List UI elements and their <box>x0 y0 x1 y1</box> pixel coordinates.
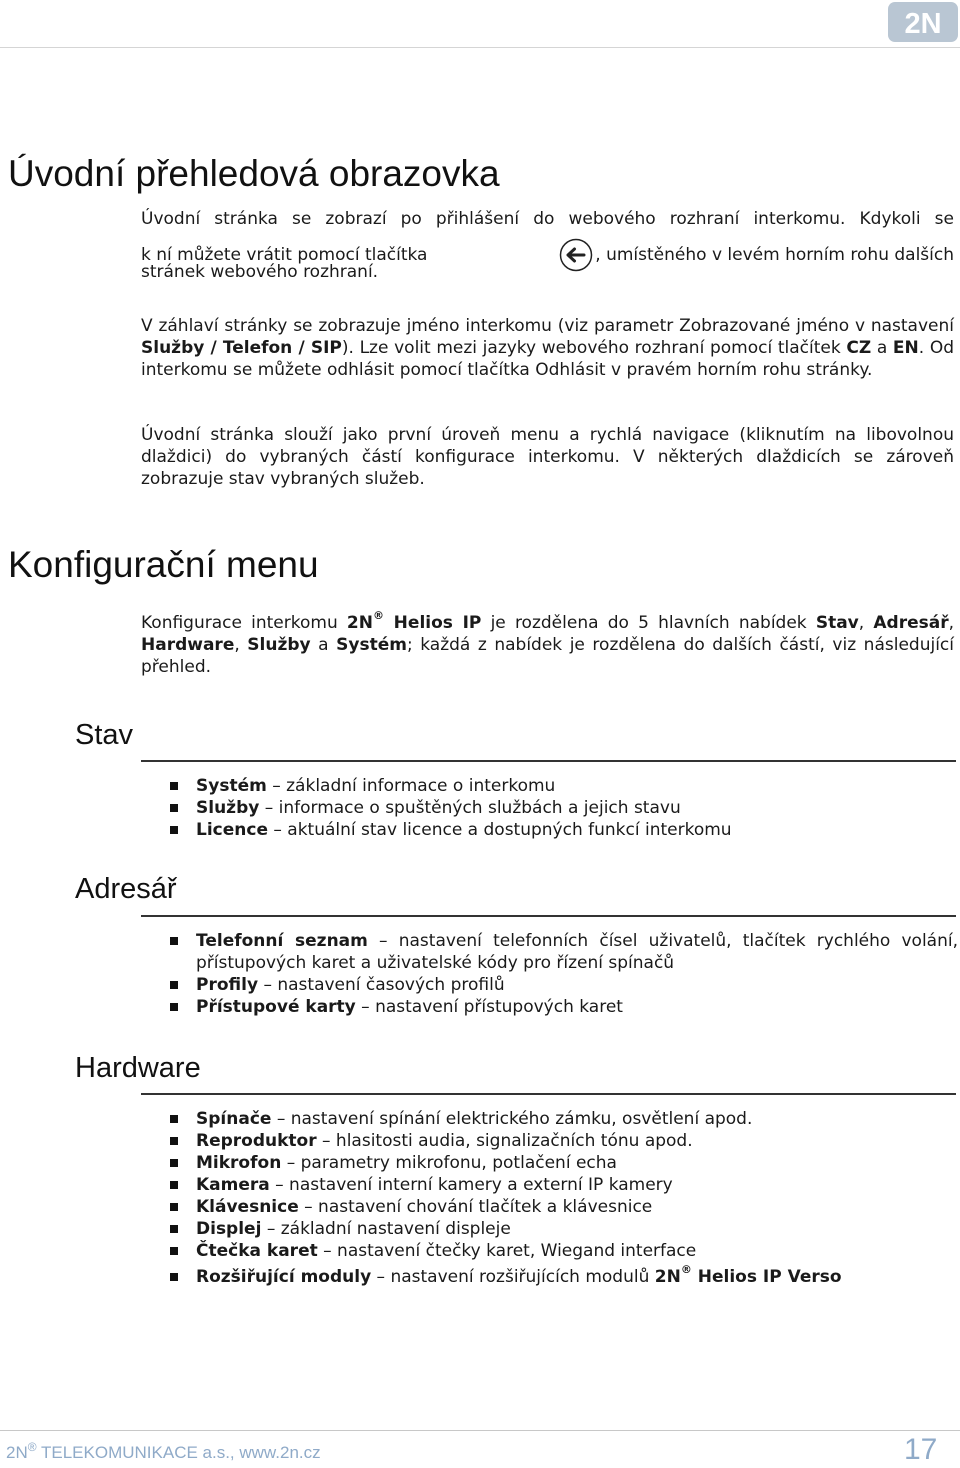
item-name: Přístupové karty <box>196 997 356 1017</box>
intro-text-n: ; každá z nabídek je rozdělena do dalších částí, viz následující přehled. <box>141 635 954 677</box>
overview-paragraph-1 <box>141 208 954 283</box>
item-name: Licence <box>196 820 268 840</box>
list-item <box>168 797 958 819</box>
subsection-title-hardware: Hardware <box>75 1052 201 1084</box>
item-name: Displej <box>196 1219 262 1239</box>
item-name: Klávesnice <box>196 1197 299 1217</box>
stav-divider <box>141 760 956 762</box>
p2-en-label: EN <box>892 338 919 358</box>
p2-text-a: V záhlaví stránky se zobrazuje jméno interkomu (viz parametr Zobrazované jméno v nastavení <box>141 316 954 336</box>
overview-p1-line3: stránek webového rozhraní. <box>141 262 379 282</box>
item-name: Systém <box>196 776 267 796</box>
back-arrow-icon <box>559 238 593 272</box>
list-item <box>168 930 958 974</box>
section-title-config-menu: Konfigurační menu <box>8 544 319 585</box>
item-desc: – nastavení čtečky karet, Wiegand interface <box>317 1241 697 1261</box>
item-name: Profily <box>196 975 259 995</box>
registered-mark: ® <box>372 609 384 622</box>
item-brand: 2N <box>654 1267 681 1287</box>
item-desc: – nastavení interní kamery a externí IP kamery <box>269 1175 673 1195</box>
intro-menu-sluzby: Služby <box>247 635 311 655</box>
list-item <box>168 1174 958 1196</box>
list-item <box>168 1240 958 1262</box>
section-title-overview: Úvodní přehledová obrazovka <box>8 153 500 194</box>
subsection-title-adresar: Adresář <box>75 873 177 905</box>
item-desc: – nastavení přístupových karet <box>355 997 623 1017</box>
overview-p1-line2-after: , umístěného v levém horním rohu dalších <box>595 245 954 265</box>
list-item <box>168 1218 958 1240</box>
intro-menu-stav: Stav <box>815 613 859 633</box>
list-item <box>168 1263 958 1288</box>
item-desc: – informace o spuštěných službách a jejich stavu <box>259 798 681 818</box>
item-name: Kamera <box>196 1175 270 1195</box>
registered-mark: ® <box>27 1440 37 1454</box>
overview-p1-line1: Úvodní stránka se zobrazí po přihlášení do webového rozhraní interkomu. Kdykoli se <box>141 209 954 229</box>
intro-product: Helios IP <box>383 613 482 633</box>
item-name: Rozšiřující moduly <box>196 1267 372 1287</box>
intro-menu-hardware: Hardware <box>141 635 235 655</box>
intro-sep-1: , <box>858 613 874 633</box>
item-desc: – základní informace o interkomu <box>266 776 556 796</box>
item-desc: – aktuální stav licence a dostupných funkcí interkomu <box>267 820 732 840</box>
adresar-divider <box>141 915 956 917</box>
item-name: Čtečka karet <box>196 1241 318 1261</box>
p2-text-c: ). Lze volit mezi jazyky webového rozhraní pomocí tlačítek <box>341 338 847 358</box>
p2-cz-label: CZ <box>846 338 872 358</box>
list-item <box>168 775 958 797</box>
item-desc: – nastavení telefonních čísel uživatelů, tlačítek rychlého volání, přístupových karet a uživatelské kódy pro řízení spínačů <box>196 931 958 973</box>
item-desc: – nastavení časových profilů <box>258 975 505 995</box>
intro-sep-2: , <box>948 613 954 633</box>
item-name: Mikrofon <box>196 1153 282 1173</box>
overview-p1-line2-before: k ní můžete vrátit pomocí tlačítka <box>141 245 428 265</box>
list-item <box>168 1108 958 1130</box>
header-divider <box>0 47 960 48</box>
overview-p1-line2-tail <box>557 238 954 272</box>
item-product: Helios IP Verso <box>691 1267 842 1287</box>
item-name: Služby <box>196 798 260 818</box>
intro-sep-4: a <box>310 635 337 655</box>
item-desc: – nastavení rozšiřujících modulů <box>371 1267 655 1287</box>
list-item <box>168 974 958 996</box>
p2-text-g: . Od interkomu se můžete odhlásit pomocí tlačítka Odhlásit v pravém horním rohu stránky. <box>141 338 955 380</box>
overview-paragraph-3: Úvodní stránka slouží jako první úroveň menu a rychlá navigace (kliknutím na libovolnou dlaždici) do vybraných částí konfigurace interkomu. V některých dlaždicích se zároveň zobrazuje stav vybraných služeb. <box>141 425 954 489</box>
subsection-title-stav: Stav <box>75 719 134 751</box>
intro-text-d: je rozdělena do 5 hlavních nabídek <box>481 613 816 633</box>
p2-menu-path: Služby / Telefon / SIP <box>141 338 342 358</box>
list-item <box>168 996 958 1018</box>
item-desc: – základní nastavení displeje <box>261 1219 511 1239</box>
registered-mark: ® <box>680 1263 692 1276</box>
footer-brand: 2N <box>6 1443 28 1462</box>
item-desc: – nastavení chování tlačítek a klávesnice <box>298 1197 653 1217</box>
config-intro-paragraph <box>141 609 954 678</box>
footer-company <box>6 1440 321 1463</box>
hardware-divider <box>141 1093 956 1095</box>
intro-text-a: Konfigurace interkomu <box>141 613 347 633</box>
list-item <box>168 1130 958 1152</box>
list-item <box>168 819 958 841</box>
intro-brand: 2N <box>346 613 373 633</box>
item-name: Telefonní seznam <box>196 931 368 951</box>
footer-company-text: TELEKOMUNIKACE a.s., www.2n.cz <box>36 1443 321 1462</box>
hardware-list <box>168 1108 958 1288</box>
item-desc: – hlasitosti audia, signalizačních tónu apod. <box>316 1131 693 1151</box>
p2-text-e: a <box>871 338 893 358</box>
list-item <box>168 1152 958 1174</box>
item-name: Reproduktor <box>196 1131 317 1151</box>
adresar-list <box>168 930 958 1018</box>
overview-paragraph-2 <box>141 315 954 381</box>
intro-sep-3: , <box>234 635 248 655</box>
brand-logo-icon <box>888 2 958 42</box>
list-item <box>168 1196 958 1218</box>
footer-divider <box>0 1430 960 1431</box>
item-desc: – nastavení spínání elektrického zámku, osvětlení apod. <box>271 1109 753 1129</box>
stav-list <box>168 775 958 841</box>
page-number: 17 <box>904 1433 938 1466</box>
item-name: Spínače <box>196 1109 272 1129</box>
intro-menu-adresar: Adresář <box>873 613 949 633</box>
logo-text: 2N <box>904 8 942 40</box>
intro-menu-system: Systém <box>336 635 407 655</box>
item-desc: – parametry mikrofonu, potlačení echa <box>281 1153 617 1173</box>
